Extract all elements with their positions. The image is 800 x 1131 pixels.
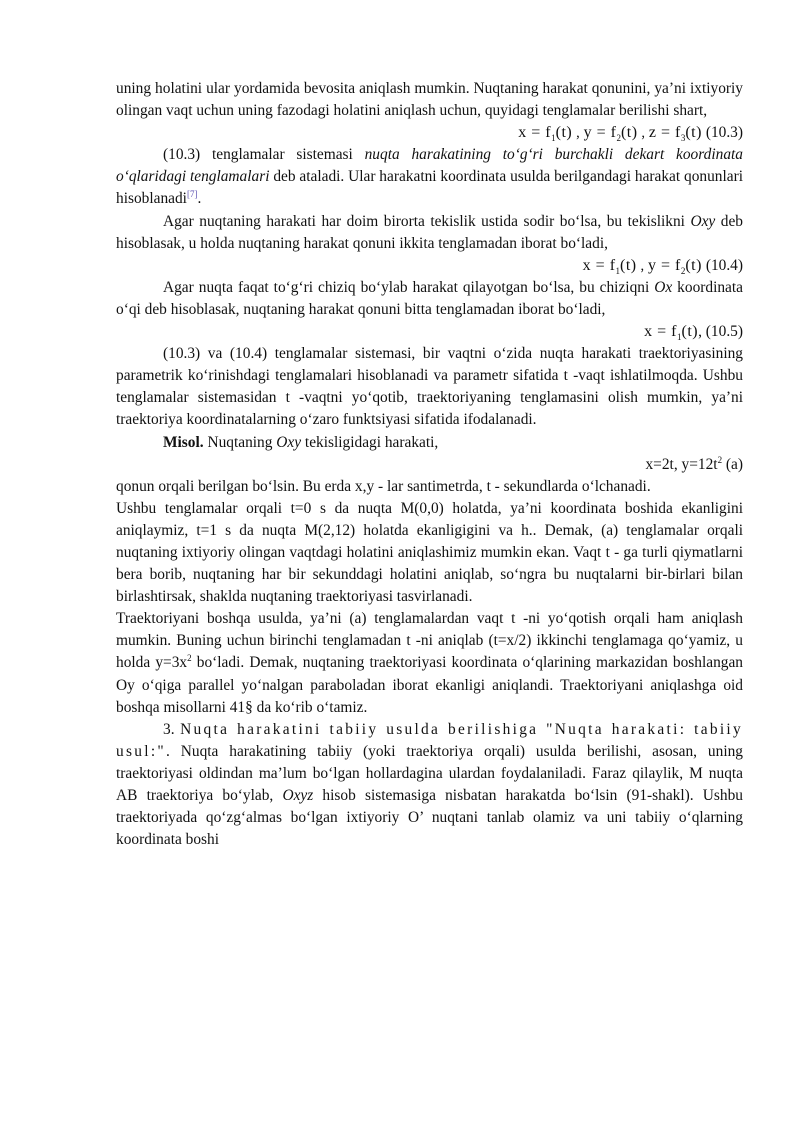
paragraph-parametric: (10.3) va (10.4) tenglamalar sistemasi, bir vaqtni o‘zida nuqta harakati traektoriyasining parametrik ko‘rinishdagi tenglamalari hisoblanadi va parametr sifatida t -vaqt ishlatilmoqda. Ushbu tenglamalar sistemasidan t -vaqtni yo‘qotib, traektoriyaning tenglamasini olish mumkin, ya’ni traektoriya koordinatalarning o‘zaro funktsiyasi sifatida ifodalanadi.: [116, 345, 743, 429]
example-label: Misol.: [163, 433, 204, 451]
eq-y: y = f: [583, 124, 617, 142]
paragraph-intro: uning holatini ular yordamida bevosita aniqlash mumkin. Nuqtaning harakat qonunini, ya’ni ixtiyoriy olingan vaqt uchun uning fazodagi holatini aniqlash uchun, quyidagi tenglamalar berilishi shart,: [116, 80, 743, 120]
document-page: [116, 78, 743, 851]
eq-x-arg: (t): [555, 124, 573, 142]
eq-y-index: 2: [616, 133, 621, 144]
paragraph-trajectory: Traektoriyani boshqa usulda, ya’ni (a) tenglamalardan vaqt t -ni yo‘qotish orqali ham aniqlash mumkin. Buning uchun birinchi tenglamadan t -ni aniqlab (t=x/2) ikkinchi tenglamaga qo‘yamiz, u holda $y=3x^2$ bo‘ladi. Demak, nuqtaning traektoriyasi koordinata o‘qlarining markazidan boshlangan Oy o‘qiga parallel yo‘nalgan paraboladan iborat ekanligi aniqlandi. Traektoriyani aniqlashga oid boshqa misollarni 41§ da ko‘rib o‘tamiz.: [116, 610, 744, 716]
eq-z-index: 3: [680, 133, 686, 144]
eq-sep: ,: [576, 125, 580, 142]
paragraph-example: Misol. Nuqtaning Oxy tekisligidagi harakati,: [163, 433, 439, 451]
paragraph-plane-motion: Agar nuqtaning harakati har doim birorta tekislik ustida sodir bo‘lsa, bu tekislikni Oxy deb hisoblasak, u holda nuqtaning harakat qonuni ikkita tenglamadan iborat bo‘ladi,: [116, 212, 743, 252]
paragraph-line-motion: Agar nuqta faqat to‘g‘ri chiziq bo‘ylab harakat qilayotgan bo‘lsa, bu chiziqni Ox koordinata o‘qi deb hisoblasak, nuqtaning harakat qonuni bitta tenglamadan iborat bo‘ladi,: [116, 278, 743, 318]
equation-number: (10.4): [705, 256, 743, 274]
paragraph-positions: Ushbu tenglamalar orqali t=0 s da nuqta M(0,0) holatda, ya’ni koordinata boshida ekanligini aniqlaymiz, t=1 s da nuqta M(2,12) holatda ekanligigini va h.. Demak, (a) tenglamalar orqali nuqtaning ixtiyoriy olingan vaqtdagi holatini aniqlashimiz mumkin ekan. Vaqt t - ga turli qiymatlarni bera borib, nuqtaning har bir sekunddagi holatini aniqlab, so‘ngra bu nuqtalarni bir-birlari bilan birlashtirsak, shaklda nuqtaning traektoriyasi tasvirlanadi.: [116, 499, 743, 606]
eq-y-arg: (t): [620, 124, 638, 142]
paragraph-units: qonun orqali berilgan bo‘lsin. Bu erda x,y - lar santimetrda, t - sekundlarda o‘lchanadi.: [116, 477, 651, 495]
eq-z-arg: (t): [685, 124, 702, 142]
section-heading-spaced: Nuqta harakatini tabiiy usulda berilishiga "Nuqta harakati: tabiiy usul:": [116, 720, 743, 760]
eq-sep: ,: [641, 125, 646, 142]
emphasis-term: nuqta harakatining to‘g‘ri burchakli dekart koordinata o‘qlaridagi tenglamalari: [116, 146, 743, 186]
eq-x-index: 1: [551, 133, 556, 144]
equation-a: x=2t, $y=12t^2$ (a): [645, 454, 743, 473]
reference-link[interactable]: [7]: [186, 189, 198, 200]
equation-10-3: [116, 122, 743, 144]
equation-number: (10.3): [705, 124, 743, 142]
paragraph-natural-method: 3. Nuqta harakatini tabiiy usulda berilishiga "Nuqta harakati: tabiiy usul:". Nuqta harakatining tabiiy (yoki traektoriya orqali) usulda berilishi, asosan, uning traektoriyasi oldindan ma’lum bo‘lgan hollardagina ulardan foydalaniladi. Faraz qilaylik, M nuqta AB traektoriya bo‘ylab, Oxyz hisob sistemasiga nisbatan harakatda bo‘lsin (91-shakl). Ushbu traektoriyada qo‘zg‘almas bo‘lgan ixtiyoriy O’ nuqtani tanlab olamiz va uni tabiiy o‘qlarning koordinata boshi: [116, 720, 743, 849]
paragraph-10-3-definition: (10.3) tenglamalar sistemasi nuqta harakatining to‘g‘ri burchakli dekart koordinata o‘qlaridagi tenglamalari deb ataladi. Ular harakatni koordinata usulda berilgandagi harakat qonunlari hisoblanadi[7].: [116, 146, 743, 208]
equation-10-4: $x = f_1(t)$ , $y = f_2(t)$ (10.4): [582, 256, 743, 276]
eq-z: z = f: [648, 124, 681, 142]
equation-number: , (10.5): [698, 323, 743, 341]
equation-10-5: $x = f_1(t)$, (10.5): [644, 323, 743, 343]
eq-x: x = f: [518, 124, 552, 142]
